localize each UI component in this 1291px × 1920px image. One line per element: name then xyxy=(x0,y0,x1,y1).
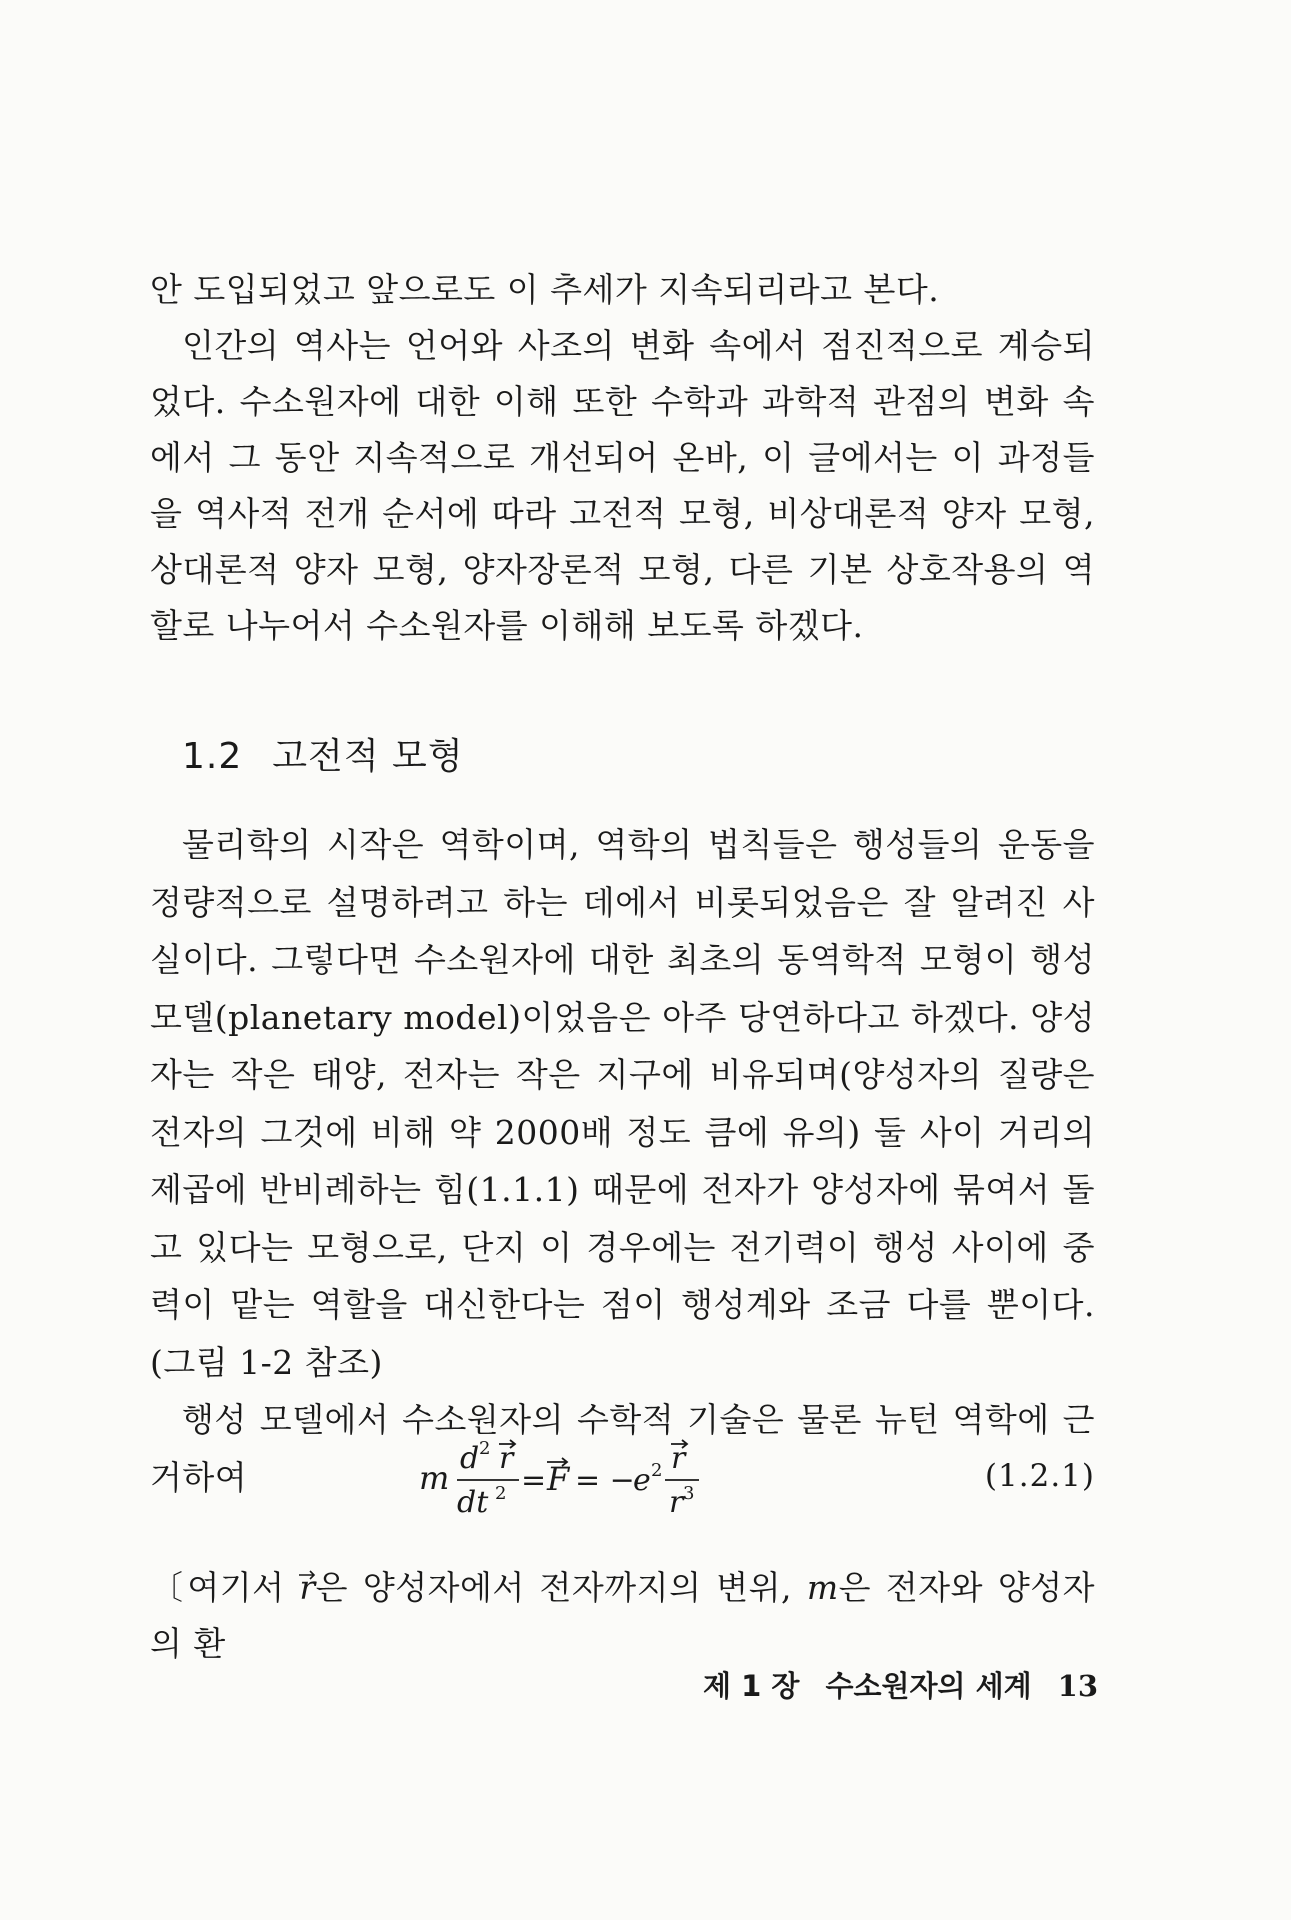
eq-exponent: 2 xyxy=(495,1483,507,1504)
chapter-label: 제 1 장 xyxy=(703,1669,800,1703)
equation-number: (1.2.1) xyxy=(984,1458,1095,1494)
page-number: 13 xyxy=(1057,1669,1098,1703)
eq-exponent: 2 xyxy=(651,1460,663,1481)
equation-1-2-1 xyxy=(415,1432,785,1522)
intro-text-block xyxy=(150,262,1095,654)
vector-r xyxy=(299,1568,315,1607)
eq-exponent: 2 xyxy=(479,1438,491,1459)
eq-r: r xyxy=(671,1441,686,1476)
paragraph: 행성 모델에서 수소원자의 수학적 기술은 물론 뉴턴 역학에 근거하여 xyxy=(150,1400,1095,1497)
paragraph xyxy=(150,1560,1095,1672)
section-heading xyxy=(182,728,464,779)
eq-mass: m xyxy=(419,1459,450,1497)
eq-equals: = xyxy=(521,1463,547,1498)
section-number: 1.2 xyxy=(182,736,243,777)
eq-dt: dt xyxy=(457,1485,489,1520)
section-title: 고전적 모형 xyxy=(272,736,464,777)
paragraph: 물리학의 시작은 역학이며, 역학의 법칙들은 행성들의 운동을 정량적으로 설명하려고 하는 데에서 비롯되었음은 잘 알려진 사실이다. 그렇다면 수소원자에 대한 최초의 동역학적 모형이 행성 모델(planetary model)이었음은 아주 당연하다고 하겠다. 양성자는 작은 태양, 전자는 작은 지구에 비유되며(양성자의 질량은 전자의 그것에 비해 약 2000배 정도 큼에 유의) 둘 사이 거리의 제곱에 반비례하는 힘(1.1.1) 때문에 전자가 양성자에 묶여서 돌고 있다는 모형으로, 단지 이 경우에는 전기력이 행성 사이에 중력이 맡는 역할을 대신한다는 점이 행성계와 조금 다를 뿐이다. (그림 1-2 참조) xyxy=(150,825,1095,1382)
eq-exponent: 3 xyxy=(683,1483,695,1504)
continuation-text-block xyxy=(150,1560,1095,1672)
paragraph: 안 도입되었고 앞으로도 이 추세가 지속되리라고 본다. xyxy=(150,270,940,309)
text-run: 〔여기서 xyxy=(150,1568,300,1607)
text-run: 은 양성자에서 전자까지의 변위, xyxy=(315,1568,807,1607)
text-run: 은 전자와 양성자의 환 xyxy=(150,1568,1095,1663)
page-footer xyxy=(703,1664,1098,1705)
eq-force: F xyxy=(547,1460,570,1498)
eq-equals-minus: = − xyxy=(575,1463,635,1498)
eq-r: r xyxy=(499,1441,514,1476)
body-text-block xyxy=(150,816,1095,1506)
equation-row xyxy=(150,1432,1095,1522)
eq-charge: e xyxy=(633,1463,651,1498)
paragraph: 인간의 역사는 언어와 사조의 변화 속에서 점진적으로 계승되었다. 수소원자에 대한 이해 또한 수학과 과학적 관점의 변화 속에서 그 동안 지속적으로 개선되어 온바, 이 글에서는 이 과정들을 역사적 전개 순서에 따라 고전적 모형, 비상대론적 양자 모형, 상대론적 양자 모형, 양자장론적 모형, 다른 기본 상호작용의 역할로 나누어서 수소원자를 이해해 보도록 하겠다. xyxy=(150,326,1095,645)
eq-d: d xyxy=(460,1441,480,1476)
vector-r-letter: r xyxy=(299,1568,316,1607)
vector-arrow-icon xyxy=(298,1570,316,1580)
eq-r: r xyxy=(669,1485,684,1520)
chapter-title: 수소원자의 세계 xyxy=(825,1669,1032,1703)
mass-symbol: m xyxy=(806,1568,839,1607)
